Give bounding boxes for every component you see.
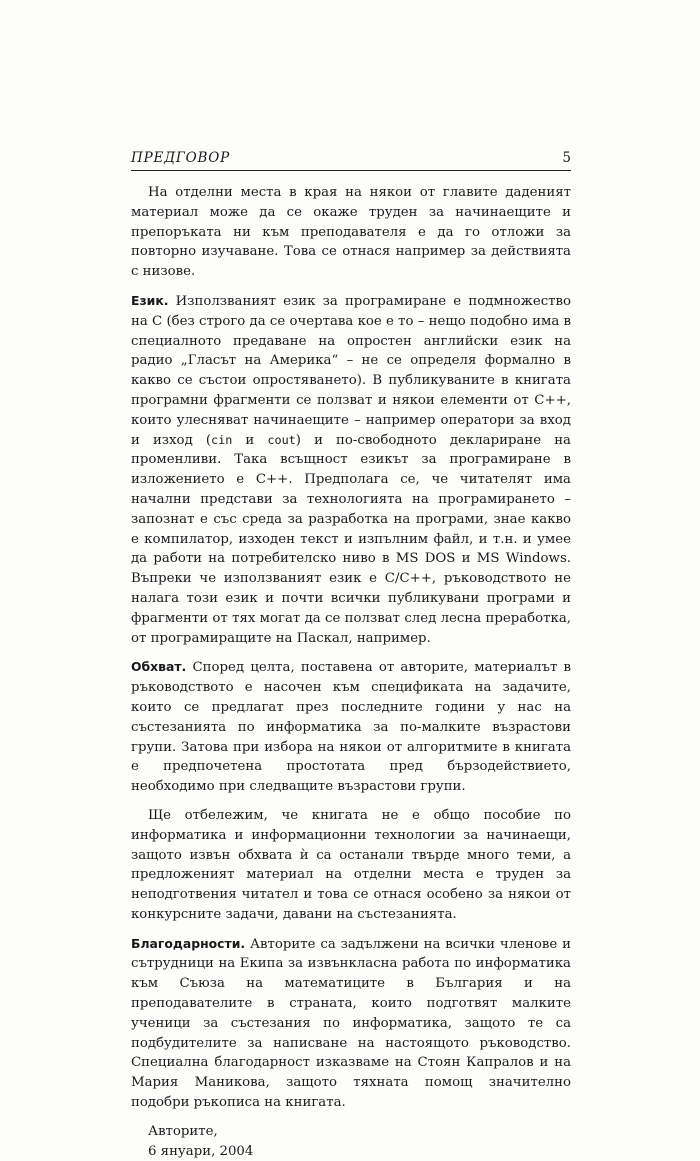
signature-block: [148, 1122, 571, 1161]
paragraph-text: и: [232, 432, 268, 448]
paragraph-text: Според целта, поставена от авторите, материалът в ръководството е насочен към спецификата на задачите, които се предлагат през последните години у нас на състезанията по информатика за по-малките възрастови групи. Затова при избора на някои от алгоритмите в книгата е предпочетена простотата пред бързодействието, необходимо при следващите възрастови групи.: [131, 660, 571, 795]
paragraph-language: [131, 291, 571, 648]
running-header: [131, 150, 571, 171]
page-number: 5: [562, 150, 571, 166]
code-cout: cout: [267, 432, 296, 447]
running-title: ПРЕДГОВОР: [131, 150, 230, 166]
paragraph-text: Авторите са задължени на всички членове и сътрудници на Екипа за извънкласна работа по информатика към Съюза на математиците в България и на преподавателите в страната, които подготвят малките ученици за състезания по информатика, защото те са подбудителите за написване на настоящото ръководство. Специална благодарност изказваме на Стоян Капралов и на Мария Маникова, защото тяхната помощ значително подобри ръкописа на книгата.: [131, 936, 571, 1111]
paragraph-heading-language: Език.: [131, 292, 169, 308]
code-cin: cin: [211, 432, 233, 447]
signature-authors: Авторите,: [148, 1123, 218, 1139]
paragraph-text: Използваният език за програмиране е подмножество на C (без строго да се очертава кое е то – нещо подобно има в специалното предаване на опростен английски език на радио „Гласът на Америка“ – не се определя формално в какво се състои опростяването). В публикуваните в книгата програмни фрагменти се ползват и някои елементи от C++, които улесняват начинаещите – например оператори за вход и изход (: [131, 293, 571, 448]
paragraph-scope: [131, 657, 571, 797]
paragraph-thanks: [131, 934, 571, 1113]
paragraph-heading-scope: Обхват.: [131, 659, 187, 675]
preface-body: [131, 183, 571, 1161]
signature-date: 6 януари, 2004: [148, 1143, 254, 1159]
paragraph-text: ) и по-свободното деклариране на променливи. Така всъщност езикът за програмиране в изложението е C++. Предполага се, че читателят има начални представи за технологията на програмирането – запознат е със среда за разработка на програми, знае какво е компилатор, изходен текст и изпълним файл, и т.н. и умее да работи на потребителско ниво в MS DOS и MS Windows. Въпреки че използваният език е C/C++, ръководството не налага този език и почти всички публикувани програми и фрагменти от тях могат да се ползват след лесна преработка, от програмиращите на Паскал, например.: [131, 432, 571, 646]
paragraph-intro: На отделни места в края на някои от главите даденият материал може да се окаже труден за начинаещите и препоръката ни към преподавателя е да го отложи за повторно изучаване. Това се отнася например за действията с низове.: [131, 185, 571, 280]
paragraph-heading-thanks: Благодарности.: [131, 935, 246, 951]
paragraph-note: Ще отбележим, че книгата не е общо пособие по информатика и информационни технологии за начинаещи, защото извън обхвата ѝ са останали твърде много теми, а предложеният материал на отделни места е труден за неподготвения читател и това се отнася особено за някои от конкурсните задачи, давани на състезанията.: [131, 807, 571, 922]
